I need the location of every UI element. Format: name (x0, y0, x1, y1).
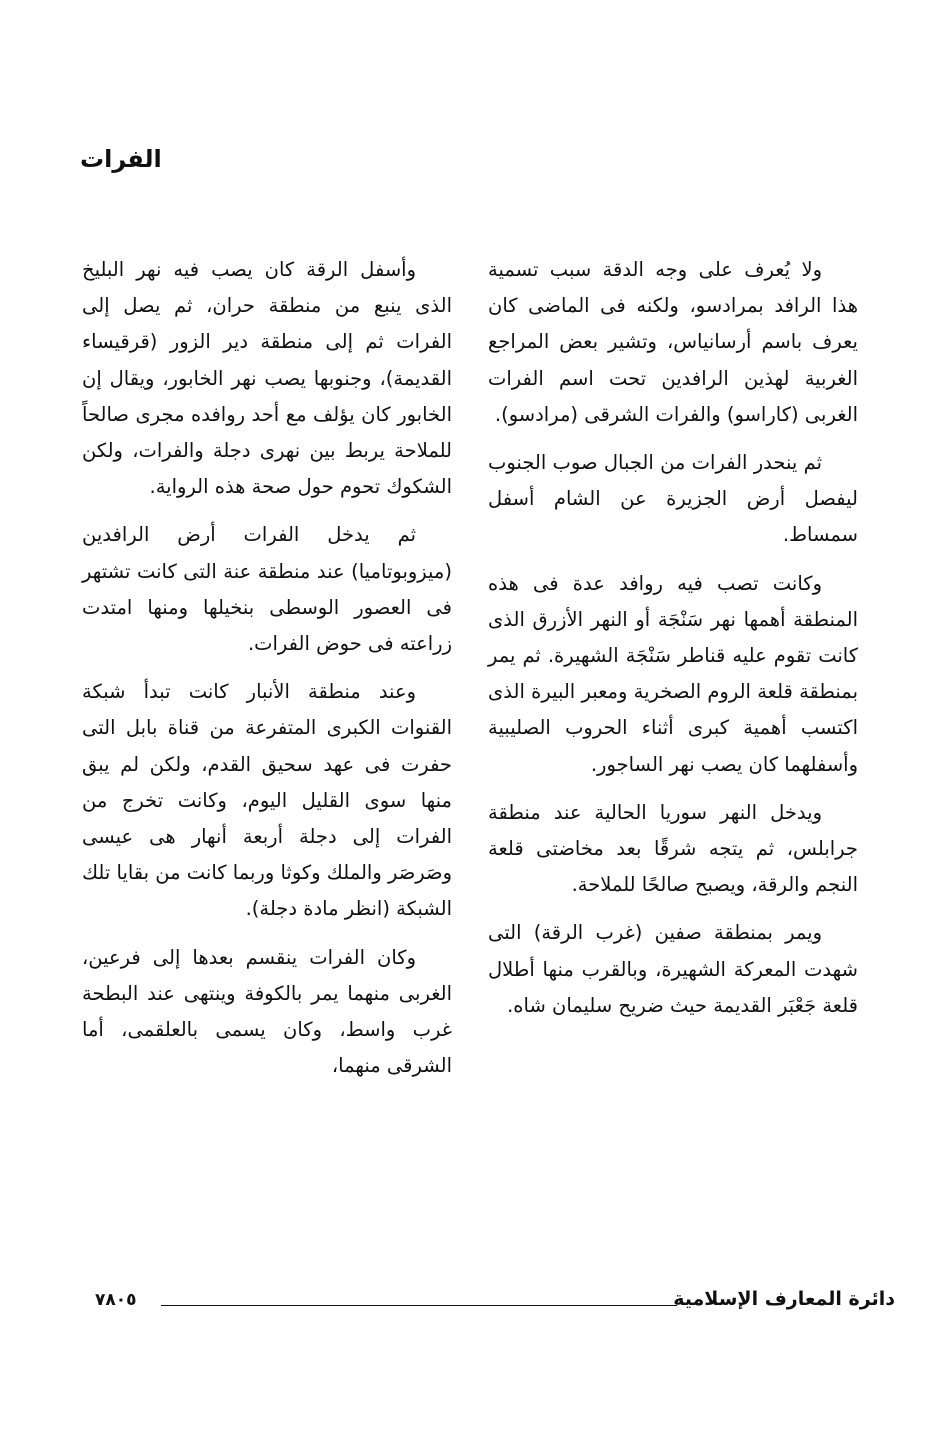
paragraph: وكانت تصب فيه روافد عدة فى هذه المنطقة أهمها نهر سَنْجَة أو النهر الأزرق الذى كانت تقوم عليه قناطر سَنْجَة الشهيرة. ثم يمر بمنطقة قلعة الروم الصخرية ومعبر البيرة الذى اكتسب أهمية كبرى أثناء الحروب الصليبية وأسفلهما كان يصب نهر الساجور. (488, 571, 858, 776)
page-number: ٧٨٠٥ (95, 1290, 137, 1310)
running-header-title: الفرات (80, 145, 162, 173)
paragraph: ولا يُعرف على وجه الدقة سبب تسمية هذا الرافد بمرادسو، ولكنه فى الماضى كان يعرف باسم أرسانياس، وتشير بعض المراجع الغربية لهذين الرافدين تحت اسم الفرات الغربى (كاراسو) والفرات الشرقى (مرادسو). (488, 258, 858, 426)
page-footer (95, 1288, 895, 1322)
paragraph: وعند منطقة الأنبار كانت تبدأ شبكة القنوات الكبرى المتفرعة من قناة بابل التى حفرت فى عهد سحيق القدم، ولكن لم يبق منها سوى القليل اليوم، وكانت تخرج من الفرات إلى دجلة أربعة أنهار هى عيسى وصَرصَر والملك وكوثا وربما كانت من بقايا تلك الشبكة (انظر مادة دجلة). (81, 680, 452, 921)
right-text-column (488, 252, 858, 1036)
left-text-column (82, 252, 452, 1096)
footer-rule (161, 1305, 677, 1306)
paragraph: وأسفل الرقة كان يصب فيه نهر البليخ الذى ينبع من منطقة حران، ثم يصل إلى الفرات ثم إلى منطقة دير الزور (قرقيساء القديمة)، وجنوبها يصب نهر الخابور، ويقال إن الخابور كان يؤلف مع أحد روافده مجرى صالحاً للملاحة يربط بين نهرى دجلة والفرات، ولكن الشكوك تحوم حول صحة هذه الرواية. (82, 258, 452, 499)
paragraph: ثم ينحدر الفرات من الجبال صوب الجنوب ليفصل أرض الجزيرة عن الشام أسفل سمساط. (488, 451, 858, 547)
paragraph: ثم يدخل الفرات أرض الرافدين (ميزوبوتاميا) عند منطقة عنة التى كانت تشتهر فى العصور الوسطى بنخيلها ومنها امتدت زراعته فى حوض الفرات. (82, 523, 452, 656)
paragraph: ويدخل النهر سوريا الحالية عند منطقة جرابلس، ثم يتجه شرقًا بعد مخاضتى قلعة النجم والرقة، ويصبح صالحًا للملاحة. (488, 800, 858, 897)
paragraph: وكان الفرات ينقسم بعدها إلى فرعين، الغربى منهما يمر بالكوفة وينتهى عند البطحة غرب واسط، وكان يسمى بالعلقمى، أما الشرقى منهما، (82, 945, 452, 1078)
paragraph: ويمر بمنطقة صفين (غرب الرقة) التى شهدت المعركة الشهيرة، وبالقرب منها أطلال قلعة جَعْبَر القديمة حيث ضريح سليمان شاه. (488, 921, 858, 1017)
footer-journal-name: دائرة المعارف الإسلامية (673, 1288, 895, 1310)
